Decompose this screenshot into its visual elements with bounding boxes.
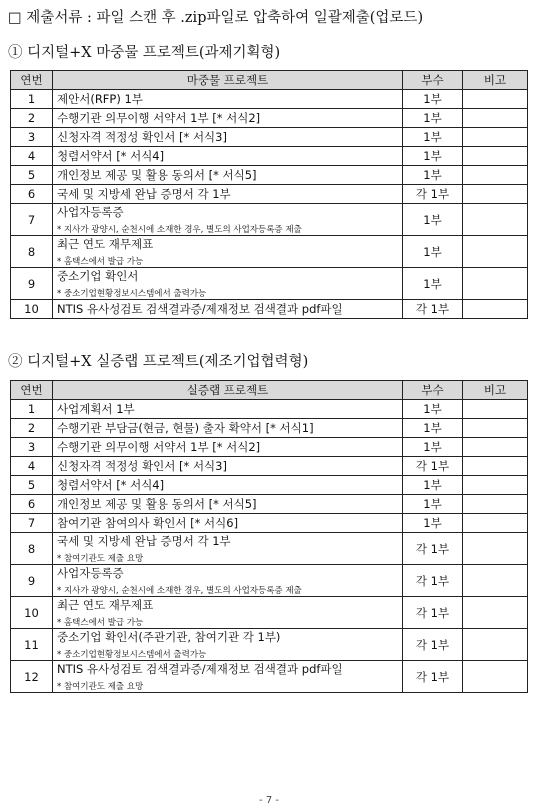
row-item [53,476,403,495]
row-item-note: * 홈택스에서 발급 가능 [57,618,144,628]
row-number: 3 [11,438,53,457]
table-row [11,185,528,204]
row-item-text: 사업자등록증 [57,566,124,580]
row-item [53,629,403,661]
row-copies: 1부 [403,419,463,438]
row-remark [463,268,528,300]
table-row [11,128,528,147]
table-row [11,476,528,495]
row-item [53,166,403,185]
table-row [11,109,528,128]
table-row [11,565,528,597]
row-item-text: 청렴서약서 [* 서식4] [57,149,165,163]
header-item: 실증랩 프로젝트 [53,381,403,400]
table-row [11,514,528,533]
table-row [11,268,528,300]
row-item-note: * 지사가 광양시, 순천시에 소재한 경우, 별도의 사업자등록증 제출 [57,586,302,596]
row-number: 5 [11,166,53,185]
row-number: 6 [11,495,53,514]
row-item-text: 중소기업 확인서(주관기관, 참여기관 각 1부) [57,630,281,644]
header-remark: 비고 [463,71,528,90]
row-copies: 각 1부 [403,185,463,204]
row-number: 9 [11,565,53,597]
row-item [53,438,403,457]
table-row [11,438,528,457]
row-item [53,236,403,268]
row-copies: 1부 [403,400,463,419]
row-item [53,204,403,236]
row-item [53,514,403,533]
row-item [53,565,403,597]
row-item-text: 사업자등록증 [57,205,124,219]
table-row [11,597,528,629]
row-remark [463,128,528,147]
table-header-row [11,71,528,90]
row-remark [463,236,528,268]
row-copies: 1부 [403,147,463,166]
row-copies: 각 1부 [403,565,463,597]
row-copies: 각 1부 [403,629,463,661]
row-remark [463,109,528,128]
section1-table [10,70,528,319]
row-number: 1 [11,90,53,109]
page-number: - 7 - [259,795,279,806]
row-remark [463,400,528,419]
row-copies: 1부 [403,236,463,268]
row-item-text: 사업계획서 1부 [57,402,135,416]
row-item-text: 신청자격 적정성 확인서 [* 서식3] [57,459,227,473]
row-item-text: 수행기관 의무이행 서약서 1부 [* 서식2] [57,440,261,454]
header-number: 연번 [11,71,53,90]
row-copies: 각 1부 [403,661,463,693]
row-remark [463,204,528,236]
row-number: 1 [11,400,53,419]
row-item [53,90,403,109]
table-row [11,457,528,476]
row-copies: 각 1부 [403,533,463,565]
row-remark [463,166,528,185]
table-header-row [11,381,528,400]
row-item-note: * 지사가 광양시, 순천시에 소재한 경우, 별도의 사업자등록증 제출 [57,225,302,235]
row-item-text: NTIS 유사성검토 검색결과증/제재정보 검색결과 pdf파일 [57,662,343,676]
row-number: 11 [11,629,53,661]
row-item [53,109,403,128]
table-row [11,90,528,109]
table-row [11,629,528,661]
row-item-text: 국세 및 지방세 완납 증명서 각 1부 [57,187,231,201]
row-item-note: * 홈택스에서 발급 가능 [57,257,144,267]
table-row [11,400,528,419]
table-row [11,166,528,185]
row-number: 7 [11,204,53,236]
row-number: 10 [11,300,53,319]
header-copies: 부수 [403,381,463,400]
row-number: 8 [11,236,53,268]
row-remark [463,661,528,693]
row-item-note: * 중소기업현황정보시스템에서 출력가능 [57,650,207,660]
row-remark [463,90,528,109]
row-remark [463,514,528,533]
row-number: 2 [11,419,53,438]
header-remark: 비고 [463,381,528,400]
row-number: 12 [11,661,53,693]
row-item [53,419,403,438]
row-item [53,533,403,565]
row-remark [463,597,528,629]
row-item-text: 제안서(RFP) 1부 [57,92,143,106]
row-number: 5 [11,476,53,495]
row-item-text: 개인정보 제공 및 활용 동의서 [* 서식5] [57,497,257,511]
row-item [53,268,403,300]
row-item-text: 수행기관 부담금(현금, 현물) 출자 확약서 [* 서식1] [57,421,314,435]
row-item [53,661,403,693]
section1-table-body [11,90,528,319]
row-item-note: * 참여기관도 제출 요망 [57,682,144,692]
submission-heading: □ 제출서류 : 파일 스캔 후 .zip파일로 압축하여 일괄제출(업로드) [8,10,424,26]
header-number: 연번 [11,381,53,400]
row-copies: 각 1부 [403,300,463,319]
row-number: 6 [11,185,53,204]
row-copies: 1부 [403,128,463,147]
row-item [53,300,403,319]
row-copies: 1부 [403,495,463,514]
row-item-text: 최근 연도 재무제표 [57,237,154,251]
table-row [11,533,528,565]
row-item-text: 최근 연도 재무제표 [57,598,154,612]
row-remark [463,565,528,597]
row-number: 9 [11,268,53,300]
row-copies: 각 1부 [403,597,463,629]
row-copies: 1부 [403,514,463,533]
table-row [11,204,528,236]
header-item: 마중물 프로젝트 [53,71,403,90]
row-item-text: NTIS 유사성검토 검색결과증/제재정보 검색결과 pdf파일 [57,302,343,316]
row-item-text: 참여기관 참여의사 확인서 [* 서식6] [57,516,239,530]
table-row [11,661,528,693]
row-item [53,597,403,629]
row-item [53,147,403,166]
row-copies: 1부 [403,204,463,236]
row-number: 3 [11,128,53,147]
row-item [53,457,403,476]
section2-title: ② 디지털+X 실증랩 프로젝트(제조기업협력형) [8,354,309,370]
row-number: 4 [11,147,53,166]
row-remark [463,147,528,166]
row-copies: 각 1부 [403,457,463,476]
row-item-note: * 참여기관도 제출 요망 [57,554,144,564]
row-item [53,495,403,514]
section1-title: ① 디지털+X 마중물 프로젝트(과제기획형) [8,45,281,61]
row-remark [463,629,528,661]
section2-table-body [11,400,528,693]
row-copies: 1부 [403,90,463,109]
row-item [53,185,403,204]
row-remark [463,533,528,565]
row-number: 7 [11,514,53,533]
table-row [11,495,528,514]
row-remark [463,495,528,514]
table-row [11,419,528,438]
row-item-text: 청렴서약서 [* 서식4] [57,478,165,492]
row-item [53,400,403,419]
row-number: 10 [11,597,53,629]
section2-table [10,380,528,693]
row-item-text: 신청자격 적정성 확인서 [* 서식3] [57,130,227,144]
row-copies: 1부 [403,166,463,185]
row-copies: 1부 [403,109,463,128]
row-remark [463,185,528,204]
header-copies: 부수 [403,71,463,90]
row-copies: 1부 [403,438,463,457]
table-row [11,147,528,166]
table-row [11,236,528,268]
row-remark [463,457,528,476]
row-number: 8 [11,533,53,565]
table-row [11,300,528,319]
row-item-text: 수행기관 의무이행 서약서 1부 [* 서식2] [57,111,261,125]
row-number: 4 [11,457,53,476]
row-remark [463,419,528,438]
row-item [53,128,403,147]
row-number: 2 [11,109,53,128]
row-remark [463,476,528,495]
row-item-text: 중소기업 확인서 [57,269,139,283]
row-remark [463,300,528,319]
row-copies: 1부 [403,268,463,300]
row-copies: 1부 [403,476,463,495]
row-item-text: 개인정보 제공 및 활용 동의서 [* 서식5] [57,168,257,182]
row-item-text: 국세 및 지방세 완납 증명서 각 1부 [57,534,231,548]
row-item-note: * 중소기업현황정보시스템에서 출력가능 [57,289,207,299]
row-remark [463,438,528,457]
